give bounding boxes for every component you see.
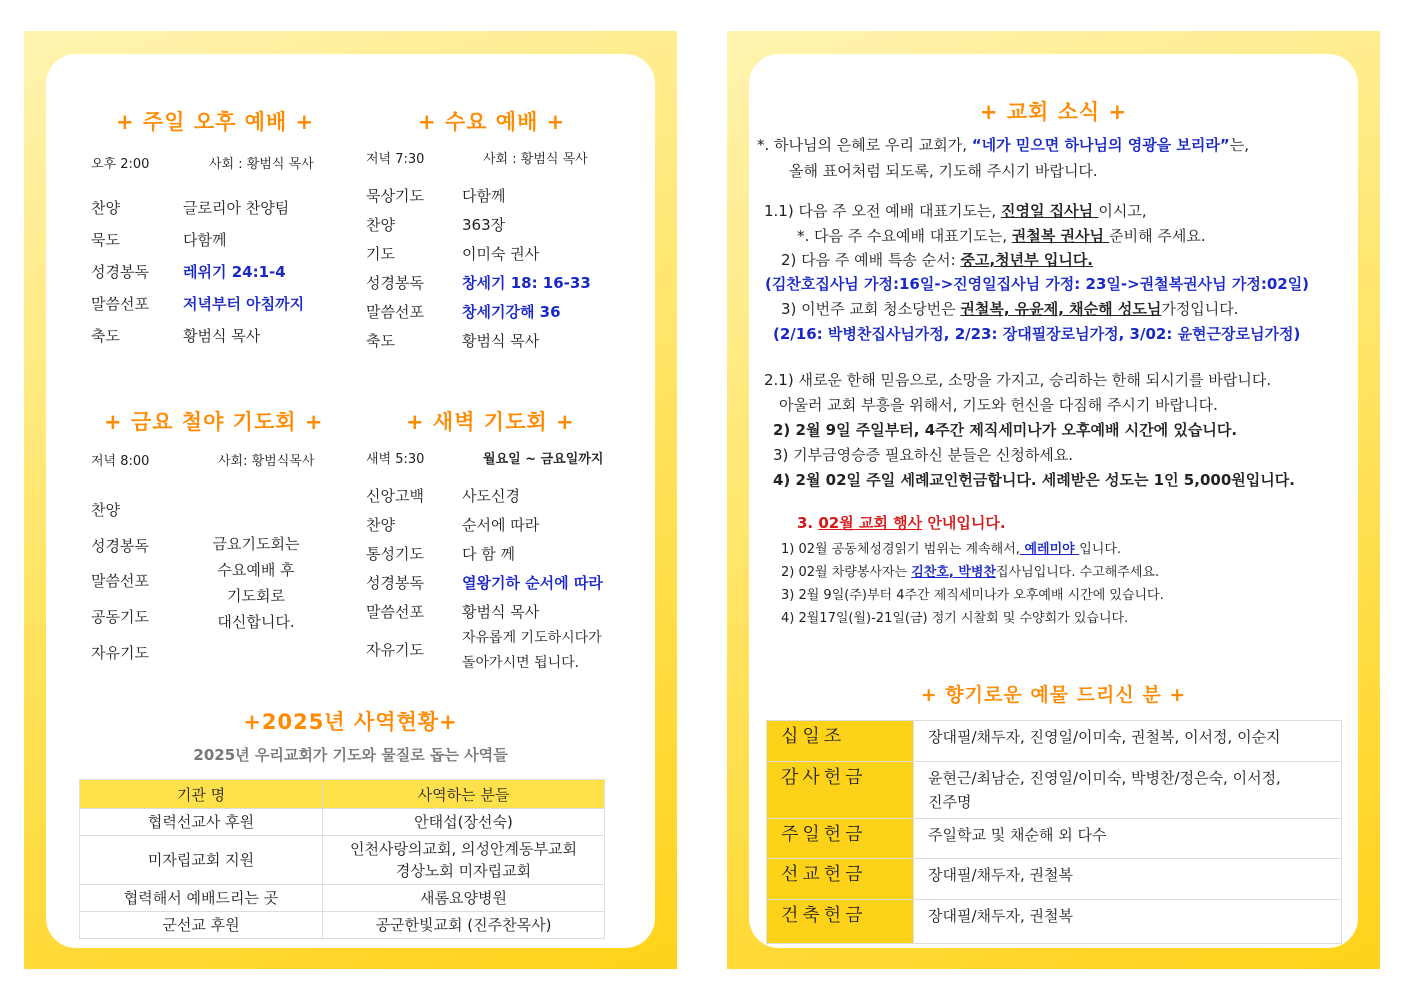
news-title: + 교회 소식 +: [979, 100, 1128, 124]
offering-label: 건축헌금: [767, 900, 914, 944]
table-header: [80, 780, 605, 809]
dawn-prayer-days: 월요일 ~ 금요일까지: [483, 452, 604, 467]
sunday-item: 성경봉독 레위기 24:1-4: [91, 263, 286, 281]
dawn-prayer-time: 새벽 5:30: [366, 452, 425, 467]
news-item-1-1-sub: *. 다음 주 수요예배 대표기도는, 권철복 권사님 준비해 주세요.: [797, 227, 1206, 245]
table-row: [80, 912, 605, 939]
news-item-1-3-detail: (2/16: 박병찬집사님가정, 2/23: 장대필장로님가정, 3/02: 윤현근장로님가정): [773, 325, 1301, 343]
friday-item-label: 자유기도: [91, 644, 149, 662]
column-header-people: 사역하는 분들: [323, 780, 605, 809]
people-cell: 공군한빛교회 (진주찬목사): [323, 912, 605, 939]
event-item: 1) 02월 공동체성경읽기 범위는 계속해서, 예레미야 입니다.: [781, 542, 1122, 557]
table-row: [767, 859, 1342, 900]
sunday-item: 묵도 다함께: [91, 231, 227, 249]
mission-subtitle: 2025년 우리교회가 기도와 물질로 돕는 사역들: [193, 746, 508, 764]
offering-table: [766, 720, 1342, 944]
sunday-item: 말씀선포 저녁부터 아침까지: [91, 295, 305, 313]
dawn-prayer-title: + 새벽 기도회 +: [406, 410, 575, 434]
left-page: [24, 31, 677, 969]
wednesday-item: 찬양 363장: [366, 216, 506, 234]
events-heading: 3. 02월 교회 행사 안내입니다.: [797, 514, 1006, 532]
offering-names: 윤현근/최남순, 진영일/이미숙, 박병찬/정은숙, 이서정, 진주명: [914, 762, 1342, 819]
sunday-service-title: + 주일 오후 예배 +: [116, 110, 315, 134]
people-cell: 새롬요양병원: [323, 885, 605, 912]
org-cell: 협력해서 예배드리는 곳: [80, 885, 323, 912]
mission-title: +2025년 사역현황+: [243, 710, 458, 734]
event-item: 3) 2월 9일(주)부터 4주간 제직세미나가 오후예배 시간에 있습니다.: [781, 588, 1164, 603]
sunday-service-host: 사회 : 황범식 목사: [209, 157, 314, 172]
event-item: 4) 2월17일(월)-21일(금) 정기 시찰회 및 수양회가 있습니다.: [781, 611, 1129, 626]
table-row: [767, 762, 1342, 819]
wednesday-item: 말씀선포 창세기강해 36: [366, 303, 561, 321]
wednesday-service-time: 저녁 7:30: [366, 152, 425, 167]
column-header-org: 기관 명: [80, 780, 323, 809]
offering-title: + 향기로운 예물 드리신 분 +: [920, 684, 1187, 706]
wednesday-item: 성경봉독 창세기 18: 16-33: [366, 274, 591, 292]
news-item-2-3: 3) 기부금영승증 필요하신 분들은 신청하세요.: [773, 446, 1074, 464]
sunday-item: 찬양 글로리아 찬양팀: [91, 199, 290, 217]
news-item-1-2: 2) 다음 주 예배 특송 순서: 중고,청년부 입니다.: [781, 251, 1094, 269]
org-cell: 협력선교사 후원: [80, 809, 323, 836]
wednesday-service-host: 사회 : 황범식 목사: [483, 152, 588, 167]
news-item-1-2-detail: (김찬호집사님 가정:16일->진영일집사님 가정: 23일->권철복권사님 가정:02일): [765, 275, 1310, 293]
news-intro: *. 하나님의 은혜로 우리 교회가, “네가 믿으면 하나님의 영광을 보리라”는,: [757, 136, 1249, 154]
news-item-2-1-line2: 아울러 교회 부흥을 위해서, 기도와 헌신을 다짐해 주시기 바랍니다.: [779, 396, 1218, 414]
dawn-free-prayer-note: 자유롭게 기도하시다가 돌아가시면 됩니다.: [462, 630, 602, 671]
friday-item-label: 말씀선포: [91, 572, 149, 590]
right-page: [727, 31, 1380, 969]
friday-item-label: 성경봉독: [91, 537, 149, 555]
friday-prayer-host: 사회: 황범식목사: [218, 454, 315, 469]
offering-label: 주일헌금: [767, 819, 914, 859]
friday-note: 금요기도회는 수요예배 후 기도회로 대신합니다.: [212, 535, 300, 631]
offering-names: 장대필/채두자, 권철복: [914, 859, 1342, 900]
table-row: [767, 721, 1342, 762]
friday-item-label: 찬양: [91, 501, 120, 519]
friday-prayer-title: + 금요 철야 기도회 +: [104, 410, 324, 434]
news-item-2-2: 2) 2월 9일 주일부터, 4주간 제직세미나가 오후예배 시간에 있습니다.: [773, 421, 1238, 439]
people-cell: 인천사랑의교회, 의성안계동부교회 경상노회 미자립교회: [323, 836, 605, 885]
wednesday-service-title: + 수요 예배 +: [418, 110, 566, 134]
friday-item-label: 공동기도: [91, 608, 149, 626]
table-row: [767, 900, 1342, 944]
dawn-item: 자유기도: [366, 641, 424, 659]
wednesday-item: 축도 황범식 목사: [366, 332, 540, 350]
event-item: 2) 02월 차량봉사자는 김찬호, 박병찬집사님입니다. 수고해주세요.: [781, 565, 1160, 580]
news-item-1-3: 3) 이번주 교회 청소당번은 권철복, 유윤제, 채순해 성도님가정입니다.: [781, 300, 1239, 318]
table-row: [767, 819, 1342, 859]
news-item-2-4: 4) 2월 02일 주일 세례교인헌금합니다. 세례받은 성도는 1인 5,000원입니다.: [773, 471, 1295, 489]
news-item-1-1: 1.1) 다음 주 오전 예배 대표기도는, 진영일 집사님 이시고,: [764, 202, 1147, 220]
dawn-item: 통성기도 다 함 께: [366, 545, 516, 563]
offering-label: 선교헌금: [767, 859, 914, 900]
org-cell: 군선교 후원: [80, 912, 323, 939]
org-cell: 미자립교회 지원: [80, 836, 323, 885]
people-cell: 안태섭(장선숙): [323, 809, 605, 836]
offering-names: 주일학교 및 채순해 외 다수: [914, 819, 1342, 859]
sunday-service-time: 오후 2:00: [91, 157, 150, 172]
dawn-item: 말씀선포 황범식 목사: [366, 603, 540, 621]
dawn-item: 신앙고백 사도신경: [366, 487, 520, 505]
wednesday-item: 기도 이미숙 권사: [366, 245, 540, 263]
offering-label: 감사헌금: [767, 762, 914, 819]
dawn-item: 찬양 순서에 따라: [366, 516, 540, 534]
wednesday-item: 묵상기도 다함께: [366, 187, 506, 205]
news-intro-line2: 올해 표어처럼 되도록, 기도해 주시기 바랍니다.: [789, 162, 1098, 180]
news-item-2-1: 2.1) 새로운 한해 믿음으로, 소망을 가지고, 승리하는 한해 되시기를 바랍니다.: [764, 371, 1272, 389]
offering-label: 십일조: [767, 721, 914, 762]
mission-table: [79, 779, 605, 939]
friday-prayer-time: 저녁 8:00: [91, 454, 150, 469]
offering-names: 장대필/채두자, 진영일/이미숙, 권철복, 이서정, 이순지: [914, 721, 1342, 762]
dawn-item: 성경봉독 열왕기하 순서에 따라: [366, 574, 603, 592]
table-row: [80, 809, 605, 836]
offering-names: 장대필/채두자, 권철복: [914, 900, 1342, 944]
table-row: [80, 885, 605, 912]
sunday-item: 축도 황범식 목사: [91, 327, 261, 345]
table-row: [80, 836, 605, 885]
